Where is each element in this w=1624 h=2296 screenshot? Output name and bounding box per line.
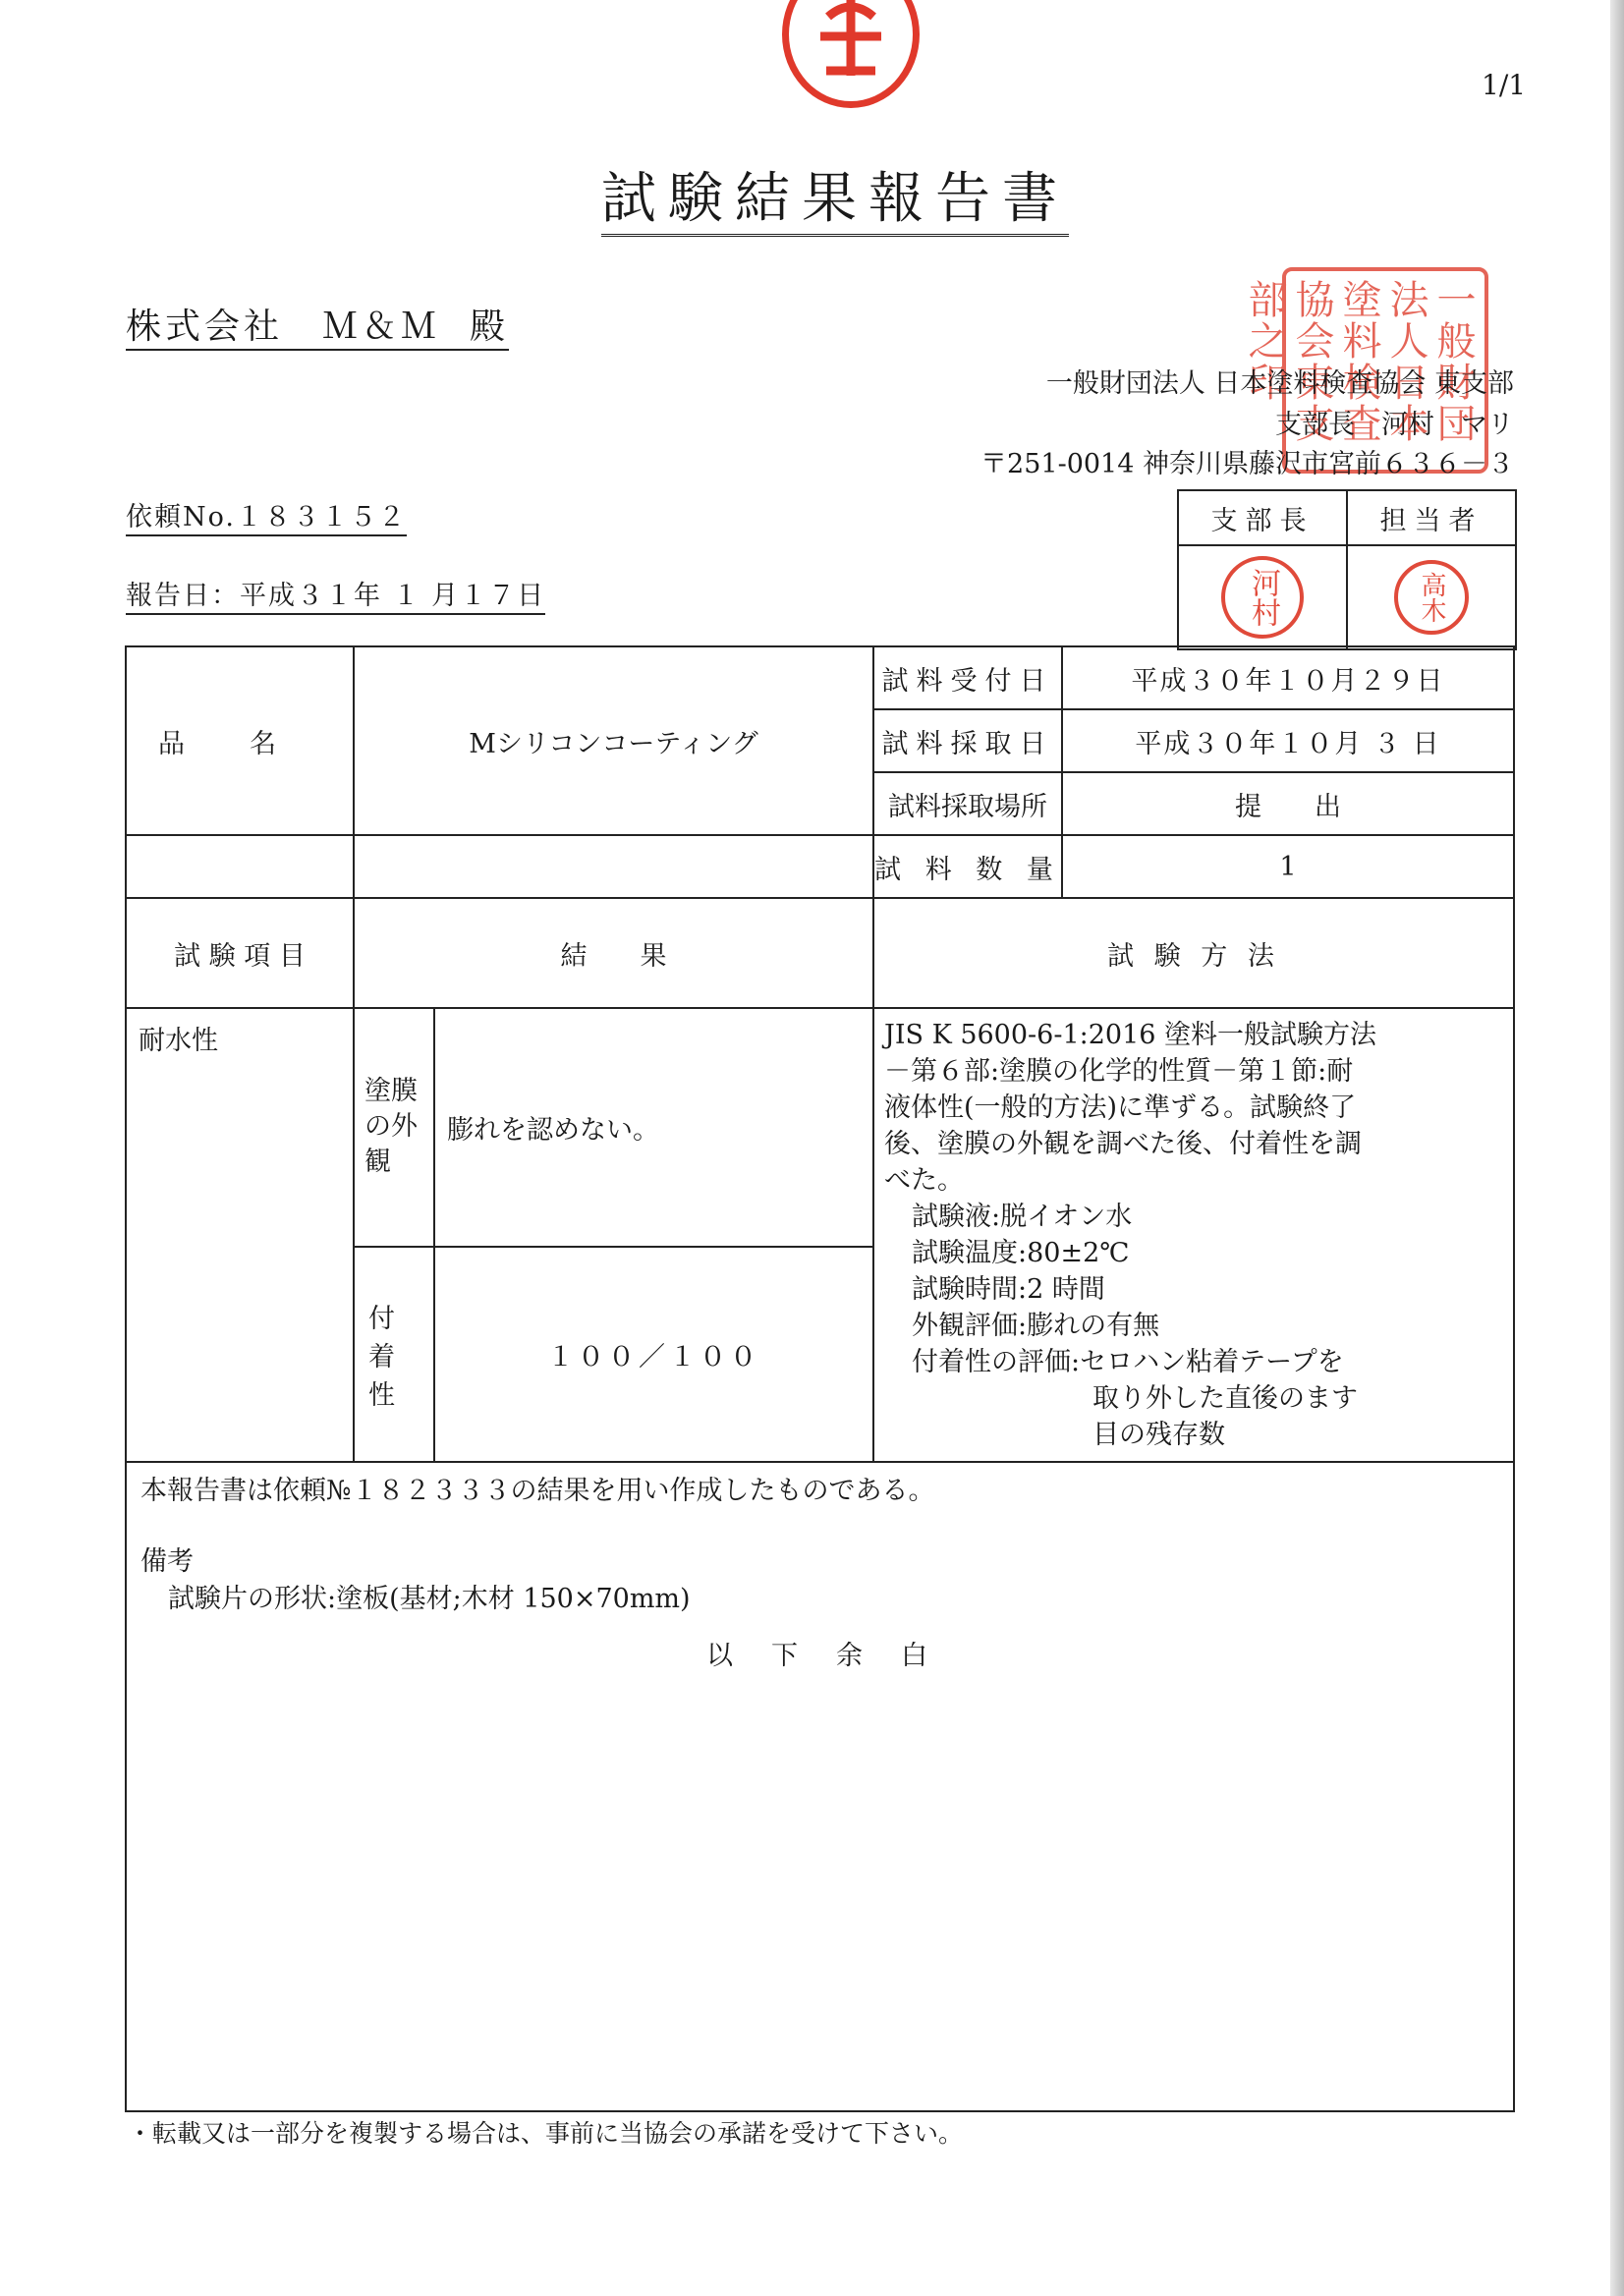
result-appearance-value: 膨れを認めない。	[434, 1008, 873, 1247]
sample-name: Mシリコンコーティング	[354, 646, 873, 835]
approval-table	[1177, 489, 1517, 650]
sample-name-label-cell	[126, 646, 354, 835]
page-edge-shadow	[1610, 0, 1624, 2296]
sample-quantity: 1	[1062, 835, 1514, 898]
method-line: 液体性(一般的方法)に準ずる。試験終了	[884, 1092, 1357, 1123]
method-line: 後、塗膜の外観を調べた後、付着性を調	[884, 1129, 1362, 1159]
header-result: 結 果	[354, 898, 873, 1008]
condition-line: 試験液:脱イオン水	[912, 1202, 1133, 1232]
test-item: 耐水性	[126, 1008, 354, 1462]
report-date: 報告日：平成３１年 １ 月１７日	[126, 580, 545, 615]
sample-receipt-date: 平成３０年１０月２９日	[1062, 646, 1514, 709]
page-title: 試験結果報告書	[601, 169, 1069, 237]
page-number: 1/1	[1482, 69, 1527, 101]
addressee	[126, 305, 509, 351]
manager-hanko	[1221, 556, 1304, 639]
header-test-item: 試 験 項 目	[126, 898, 354, 1008]
staff-hanko-text: 高木	[1417, 572, 1446, 623]
remarks-end: 以 下 余 白	[706, 1641, 933, 1671]
method-line: JIS K 5600-6-1:2016 塗料一般試験方法	[884, 1020, 1377, 1050]
top-seal-stamp	[782, 0, 920, 108]
condition-line: 試験時間:2 時間	[912, 1274, 1105, 1305]
issuer-address: 〒251-0014 神奈川県藤沢市宮前６３６－３	[980, 449, 1514, 479]
approval-header-manager: 支部長	[1178, 490, 1347, 545]
sample-collection-label: 試料採取日	[873, 709, 1062, 772]
report-table	[125, 645, 1515, 2112]
condition-line: 付着性の評価:セロハン粘着テープを	[912, 1347, 1344, 1377]
method-line: べた。	[884, 1165, 964, 1196]
header-test-method: 試 験 方 法	[873, 898, 1514, 1008]
condition-line-cont: 取り外した直後のます	[1092, 1383, 1358, 1414]
seal-mark-icon	[809, 0, 893, 85]
condition-line-cont: 目の残存数	[1092, 1420, 1225, 1450]
addressee-honorific: 殿	[470, 307, 510, 347]
empty-cell-left	[126, 835, 354, 898]
sample-name-label: 品 名	[158, 728, 280, 759]
staff-hanko	[1394, 560, 1469, 635]
condition-line: 試験温度:80±2℃	[912, 1238, 1130, 1268]
sample-collection-date: 平成３０年１０月 ３ 日	[1062, 709, 1514, 772]
sample-quantity-label: 試 料 数 量	[873, 835, 1062, 898]
issuer-organization: 一般財団法人 日本塗料検査協会 東支部	[1045, 368, 1514, 399]
approval-stamp-cell-manager	[1178, 545, 1347, 649]
footer-note: ・転載又は一部分を複製する場合は、事前に当協会の承諾を受けて下さい。	[128, 2119, 964, 2148]
sample-location: 提 出	[1062, 772, 1514, 835]
manager-hanko-text: 河村	[1246, 568, 1280, 627]
remarks-label: 備考	[140, 1546, 194, 1577]
result-adhesion-value: １００／１００	[434, 1247, 873, 1462]
empty-cell-mid	[354, 835, 873, 898]
condition-line: 外観評価:膨れの有無	[912, 1311, 1160, 1341]
remarks-section	[126, 1462, 1514, 2111]
approval-stamp-cell-staff	[1347, 545, 1516, 649]
sample-receipt-label: 試料受付日	[873, 646, 1062, 709]
result-appearance-label: 塗膜の外観	[354, 1008, 434, 1247]
issuer-manager: 支部長 河村 マリ	[1275, 410, 1514, 440]
organization-seal-text: 一般財団法人日本塗料検査協会東支部之印	[1242, 279, 1476, 444]
approval-header-staff: 担当者	[1347, 490, 1516, 545]
result-adhesion-label: 付着性	[354, 1247, 434, 1462]
remarks-note: 本報告書は依頼№１８２３３３の結果を用い作成したものである。	[140, 1476, 935, 1506]
method-line: －第６部:塗膜の化学的性質－第１節:耐	[884, 1056, 1354, 1087]
addressee-company: 株式会社 Ｍ＆Ｍ	[126, 307, 441, 347]
remarks-specimen: 試験片の形状:塗板(基材;木材 150×70mm)	[168, 1584, 691, 1614]
sample-location-label: 試料採取場所	[873, 772, 1062, 835]
test-method	[873, 1008, 1514, 1462]
request-number: 依頼No.１８３１５２	[126, 501, 407, 536]
